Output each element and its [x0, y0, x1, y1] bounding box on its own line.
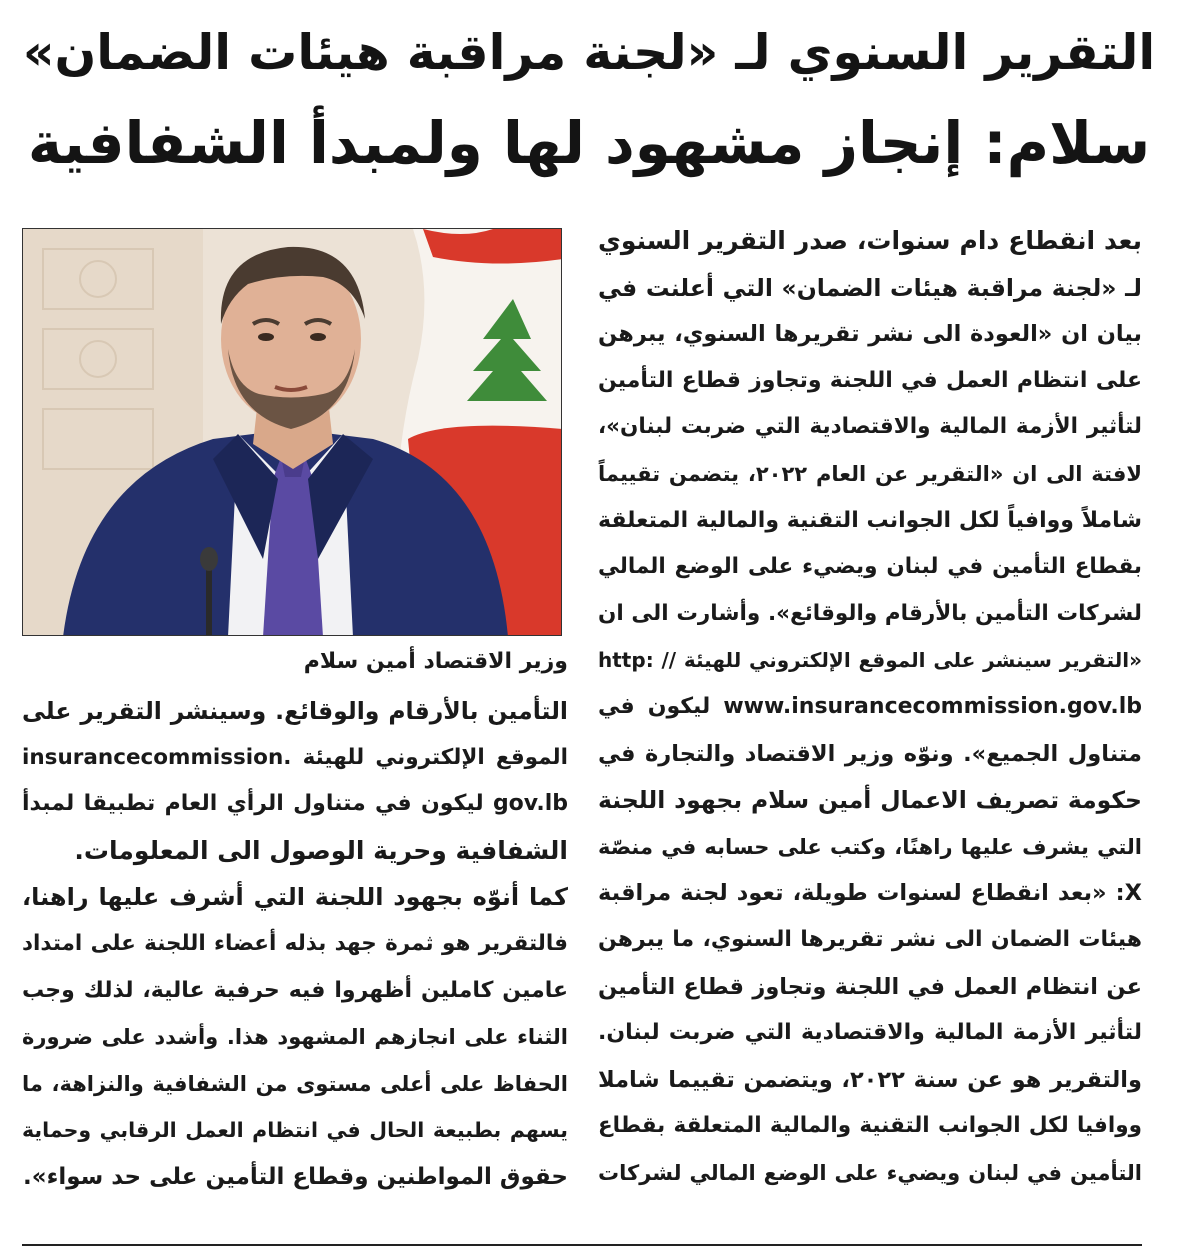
- photo-caption: [22, 646, 568, 678]
- article-text-line: لتأثير الأزمة المالية والاقتصادية التي ضربت لبنان»،: [598, 414, 1142, 440]
- article-column-left: [22, 688, 568, 1201]
- article-text-line: الشفافية وحرية الوصول الى المعلومات.: [74, 835, 568, 865]
- article-text-line: الثناء على انجازهم المشهود هذا. وأشدد على ضرورة: [22, 1025, 568, 1050]
- article-text-line: هيئات الضمان الى نشر تقريرها السنوي، ما يبرهن: [598, 926, 1142, 952]
- article-text-line: gov.lb ليكون في متناول الرأي العام تطبيقا لمبدأ: [22, 791, 568, 817]
- portrait-illustration: [23, 229, 562, 636]
- article-text-line: التأمين في لبنان ويضيء على الوضع المالي لشركات: [598, 1160, 1142, 1185]
- article-text-line: على انتظام العمل في اللجنة وتجاوز قطاع التأمين: [598, 367, 1142, 393]
- article-text-line: كما أنوّه بجهود اللجنة التي أشرف عليها راهنا،: [22, 883, 568, 912]
- bottom-divider: [22, 1244, 1142, 1246]
- article-text-line: الموقع الإلكتروني للهيئة .insurancecommission: [22, 744, 568, 770]
- headline-line-2: سلام: إنجاز مشهود لها ولمبدأ الشفافية: [27, 109, 1151, 177]
- article-headline: [20, 8, 1158, 188]
- article-column-right: [598, 218, 1142, 1196]
- article-text-line: بيان ان «العودة الى نشر تقريرها السنوي، يبرهن: [598, 321, 1142, 348]
- article-text-line: www.insurancecommission.gov.lb ليكون في: [598, 693, 1142, 719]
- article-text-line: لشركات التأمين بالأرقام والوقائع». وأشارت الى ان: [598, 600, 1142, 626]
- article-text-line: متناول الجميع». ونوّه وزير الاقتصاد والتجارة في: [598, 740, 1142, 767]
- article-text-line: التي يشرف عليها راهنًا، وكتب على حسابه في منصّة: [598, 834, 1142, 859]
- article-text-line: عامين كاملين أظهروا فيه حرفية عالية، لذلك وجب: [22, 977, 568, 1003]
- article-text-line: بقطاع التأمين في لبنان ويضيء على الوضع المالي: [598, 554, 1142, 580]
- article-text-line: «التقرير سينشر على الموقع الإلكتروني للهيئة // :http: [598, 648, 1142, 673]
- minister-photo: [22, 228, 562, 636]
- article-text-line: بعد انقطاع دام سنوات، صدر التقرير السنوي: [598, 226, 1142, 255]
- article-text-line: لافتة الى ان «التقرير عن العام ٢٠٢٢، يتضمن تقييماً: [598, 461, 1142, 486]
- article-text-line: والتقرير هو عن سنة ٢٠٢٢، ويتضمن تقييما شاملا: [598, 1066, 1142, 1093]
- article-text-line: حقوق المواطنين وقطاع التأمين على حد سواء».: [22, 1163, 568, 1190]
- article-text-line: لـ «لجنة مراقبة هيئات الضمان» التي أعلنت في: [598, 273, 1142, 302]
- article-text-line: لتأثير الأزمة المالية والاقتصادية التي ضربت لبنان.: [598, 1020, 1142, 1046]
- article-text-line: الحفاظ على أعلى مستوى من الشفافية والنزاهة، ما: [22, 1071, 568, 1096]
- article-text-line: عن انتظام العمل في اللجنة وتجاوز قطاع التأمين: [598, 973, 1142, 1000]
- article-text-line: X: «بعد انقطاع لسنوات طويلة، تعود لجنة مراقبة: [598, 880, 1142, 907]
- article-text-line: يسهم بطبيعة الحال في انتظام العمل الرقابي وحماية: [22, 1118, 568, 1143]
- photo-caption-text: وزير الاقتصاد أمين سلام: [303, 649, 568, 674]
- article-text-line: التأمين بالأرقام والوقائع. وسينشر التقرير على: [22, 697, 568, 725]
- article-text-line: حكومة تصريف الاعمال أمين سلام بجهود اللجنة: [598, 786, 1142, 815]
- headline-line-1: التقرير السنوي لـ «لجنة مراقبة هيئات الضمان»: [22, 24, 1156, 81]
- article-text-line: ووافيا لكل الجوانب التقنية والمالية المتعلقة بقطاع: [598, 1113, 1142, 1139]
- article-text-line: فالتقرير هو ثمرة جهد بذله أعضاء اللجنة على امتداد: [22, 930, 568, 956]
- article-text-line: شاملاً ووافياً لكل الجوانب التقنية والمالية المتعلقة: [598, 507, 1142, 533]
